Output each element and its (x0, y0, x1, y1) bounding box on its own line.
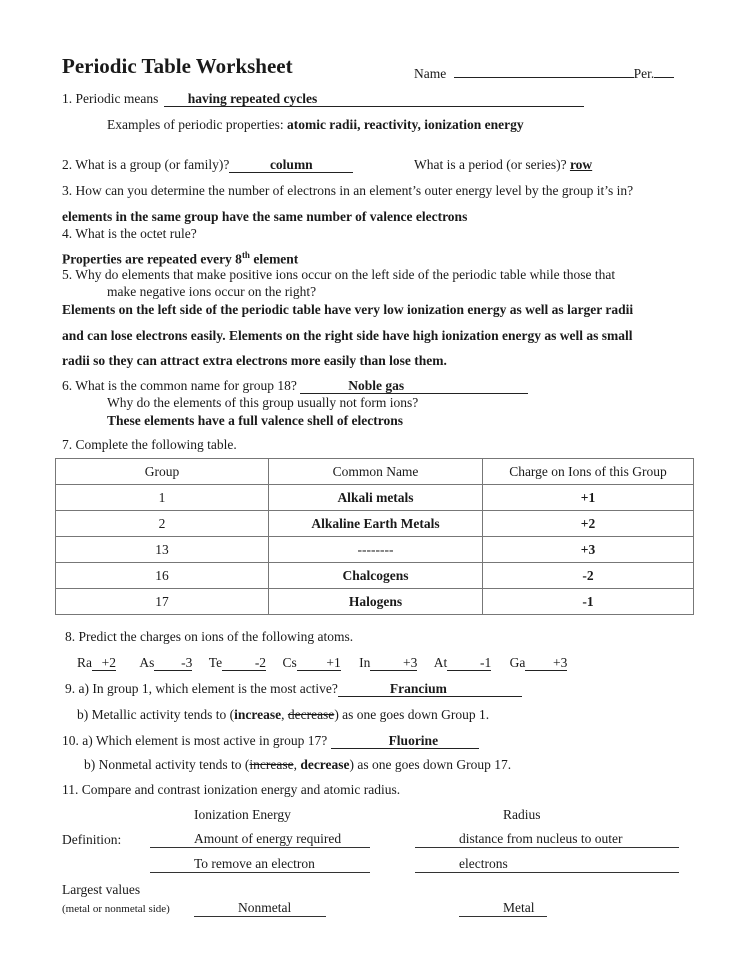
q5-answer-line3: radii so they can attract extra electrons more easily than lose them. (62, 353, 447, 368)
q1-answer: having repeated cycles (187, 91, 318, 106)
q4-answer-text: Properties are repeated every 8 (62, 251, 242, 267)
question-10b (84, 757, 511, 773)
atom-charge: -2 (254, 655, 267, 670)
q9b-text-end: ) as one goes down Group 1. (334, 707, 490, 722)
ie-largest-line[interactable] (194, 900, 326, 917)
q10b-option-increase: increase (249, 757, 294, 772)
table-row (56, 589, 694, 615)
table-header-row (56, 459, 694, 485)
cell-group: 17 (56, 589, 269, 615)
cell-group: 1 (56, 485, 269, 511)
q2-group-answer-line[interactable] (229, 157, 353, 173)
q11-largest-label: Largest values (62, 882, 141, 897)
q5-prompt-line2: make negative ions occur on the right? (107, 284, 317, 299)
q6-sub-answer: These elements have a full valence shell of electrons (107, 413, 403, 428)
atom-symbol: Ga (509, 655, 526, 670)
cell-common-name: -------- (269, 537, 483, 563)
q10a-answer-line[interactable] (331, 733, 479, 749)
q5-answer-line1: Elements on the left side of the periodic table have very low ionization energy as well as larger radii (62, 302, 634, 317)
q5-answer-line2: and can lose electrons easily. Elements on the right side have high ionization energy as well as small (62, 328, 633, 343)
atom-charge-line[interactable] (297, 656, 341, 671)
question-9b (77, 707, 489, 723)
radius-definition-line-2[interactable] (415, 856, 679, 873)
q6-answer-line[interactable] (300, 378, 528, 394)
q2-period-answer: row (569, 157, 593, 172)
table-row (56, 563, 694, 589)
q11-col-ionization-header: Ionization Energy (194, 807, 291, 822)
q2-group-prompt: 2. What is a group (or family)? (62, 157, 230, 172)
q9b-text: b) Metallic activity tends to ( (77, 707, 235, 722)
q3-prompt: 3. How can you determine the number of electrons in an element’s outer energy level by the group it’s in? (62, 183, 634, 198)
atom-charge-line[interactable] (222, 656, 266, 671)
q10b-text: b) Nonmetal activity tends to ( (84, 757, 250, 772)
q6-prompt: 6. What is the common name for group 18? (62, 378, 297, 393)
q4-answer (62, 250, 298, 268)
radius-definition-text-2: electrons (459, 856, 508, 871)
period-input-line[interactable] (654, 62, 674, 78)
q9b-option-decrease: decrease (287, 707, 335, 722)
q6-sub-prompt: Why do the elements of this group usually not form ions? (107, 395, 419, 410)
radius-largest-value: Metal (503, 900, 535, 915)
cell-common-name: Chalcogens (269, 563, 483, 589)
atom-charge-line[interactable] (525, 656, 567, 671)
radius-definition-text-1: distance from nucleus to outer (459, 831, 623, 846)
table-row (56, 537, 694, 563)
q1-examples (107, 117, 524, 133)
ie-largest-value: Nonmetal (238, 900, 292, 915)
atom-charge: -3 (181, 655, 193, 670)
q10b-option-decrease: decrease (300, 757, 350, 772)
q7-prompt: 7. Complete the following table. (62, 437, 237, 452)
q10a-answer: Fluorine (388, 733, 439, 748)
q4-answer-sup: th (241, 250, 250, 260)
page-title: Periodic Table Worksheet (62, 54, 293, 78)
header-charge: Charge on Ions of this Group (483, 459, 694, 485)
header-common-name: Common Name (269, 459, 483, 485)
atom-charge: +3 (402, 655, 418, 670)
ie-definition-text-1: Amount of energy required (194, 831, 342, 846)
q11-col-radius-header: Radius (503, 807, 541, 822)
q1-prompt: 1. Periodic means (62, 91, 159, 106)
cell-group: 2 (56, 511, 269, 537)
q11-definition-label: Definition: (62, 832, 122, 847)
period-label: Per. (633, 66, 655, 81)
q11-prompt: 11. Compare and contrast ionization energy and atomic radius. (62, 782, 401, 797)
q10b-text-end: ) as one goes down Group 17. (349, 757, 512, 772)
cell-group: 13 (56, 537, 269, 563)
atom-charge: +1 (326, 655, 341, 670)
q11-largest-sublabel: (metal or nonmetal side) (62, 903, 170, 915)
atom-symbol: Cs (282, 655, 297, 670)
name-label: Name (414, 66, 447, 81)
ie-definition-line-2[interactable] (150, 856, 370, 873)
q8-atoms-row (77, 655, 567, 671)
name-input-line[interactable] (454, 62, 634, 78)
atom-symbol: In (359, 655, 371, 670)
q10a-prompt: 10. a) Which element is most active in group 17? (62, 733, 328, 748)
atom-symbol: As (139, 655, 155, 670)
ie-definition-text-2: To remove an electron (194, 856, 315, 871)
q9b-separator: , (281, 707, 288, 722)
cell-charge: +2 (483, 511, 694, 537)
atom-charge-line[interactable] (92, 656, 116, 671)
question-6 (62, 378, 528, 394)
question-2-period (414, 157, 592, 173)
name-field-row (414, 62, 674, 82)
atom-symbol: Te (208, 655, 223, 670)
cell-charge: +1 (483, 485, 694, 511)
q4-answer-text-end: element (249, 251, 299, 267)
q9a-answer: Francium (389, 681, 447, 696)
q8-prompt: 8. Predict the charges on ions of the following atoms. (65, 629, 354, 644)
atom-charge-line[interactable] (154, 656, 192, 671)
q9b-option-increase: increase (234, 707, 282, 722)
atom-symbol: At (433, 655, 448, 670)
table-row (56, 485, 694, 511)
q9a-answer-line[interactable] (338, 681, 522, 697)
q3-answer: elements in the same group have the same number of valence electrons (62, 209, 468, 224)
q1-examples-label: Examples of periodic properties: (107, 117, 284, 132)
atom-charge: -1 (479, 655, 492, 670)
q5-prompt-line1: 5. Why do elements that make positive ions occur on the left side of the periodic table while those that (62, 267, 616, 282)
table-row (56, 511, 694, 537)
cell-common-name: Halogens (269, 589, 483, 615)
question-9a (65, 681, 522, 697)
radius-largest-line[interactable] (459, 900, 547, 917)
q1-examples-answer: atomic radii, reactivity, ionization energy (286, 117, 524, 132)
q9a-prompt: 9. a) In group 1, which element is the most active? (65, 681, 338, 696)
q2-period-prompt: What is a period (or series)? (414, 157, 567, 172)
question-1 (62, 91, 584, 107)
atom-charge: +3 (552, 655, 568, 670)
atom-symbol: Ra (77, 655, 92, 670)
cell-charge: -2 (483, 563, 694, 589)
radius-definition-line-1[interactable] (415, 831, 679, 848)
question-10a (62, 733, 479, 749)
q6-answer: Noble gas (348, 378, 405, 393)
header-group: Group (56, 459, 269, 485)
atom-charge-line[interactable] (447, 656, 491, 671)
cell-common-name: Alkaline Earth Metals (269, 511, 483, 537)
q2-group-answer: column (269, 157, 313, 172)
atom-charge: +2 (101, 655, 116, 670)
q10b-separator: , (293, 757, 301, 772)
question-2-group (62, 157, 353, 173)
ie-definition-line-1[interactable] (150, 831, 370, 848)
cell-group: 16 (56, 563, 269, 589)
cell-common-name: Alkali metals (269, 485, 483, 511)
groups-table (55, 458, 694, 615)
q4-prompt: 4. What is the octet rule? (62, 226, 197, 241)
q1-answer-line[interactable] (164, 91, 584, 107)
cell-charge: +3 (483, 537, 694, 563)
atom-charge-line[interactable] (370, 656, 417, 671)
cell-charge: -1 (483, 589, 694, 615)
